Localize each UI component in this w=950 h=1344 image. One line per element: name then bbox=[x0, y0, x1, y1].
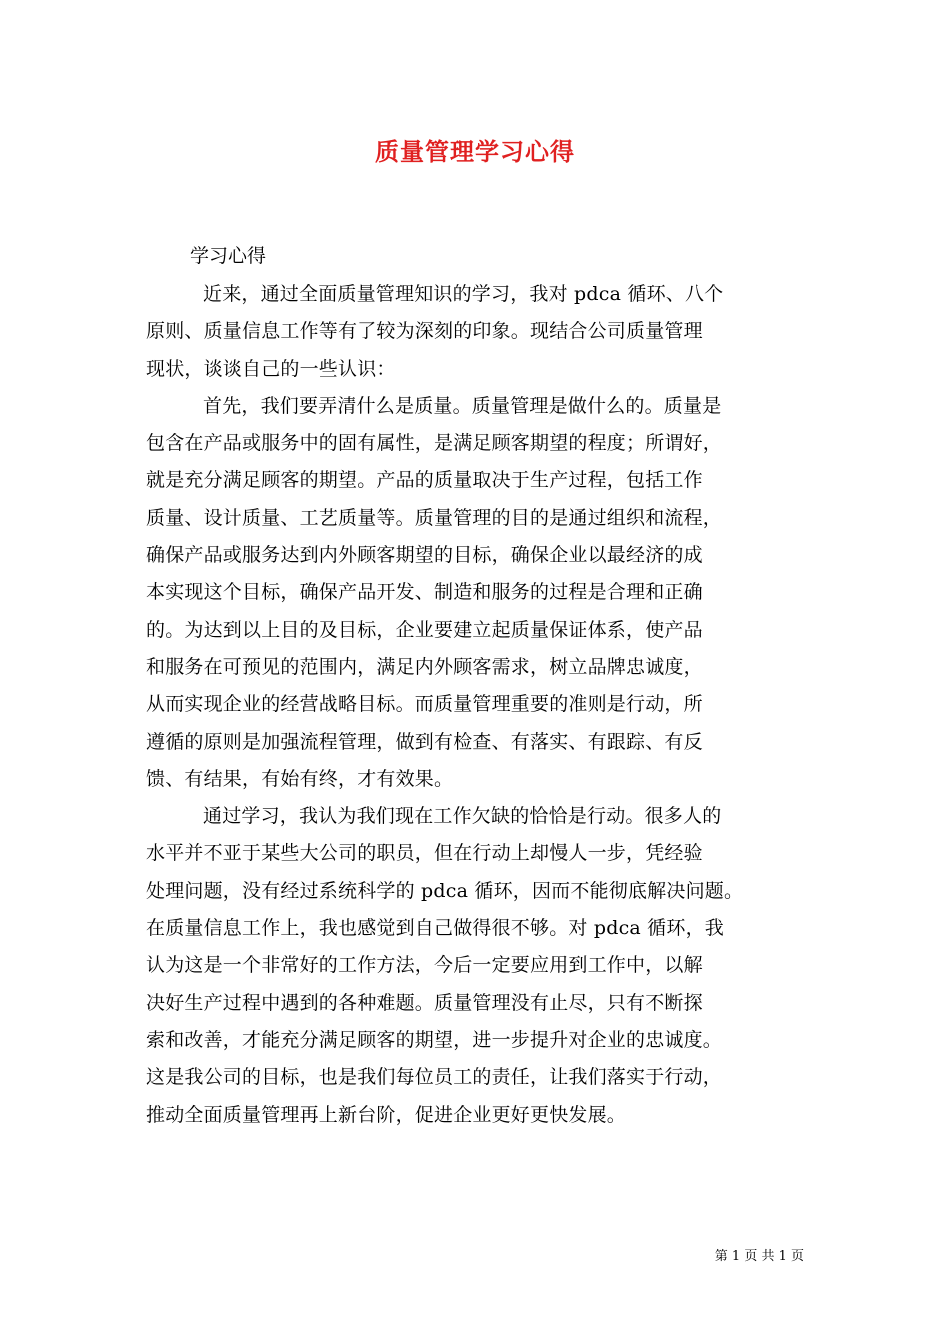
page-number: 第 1 页 共 1 页 bbox=[714, 1249, 804, 1264]
text-line: 质量、设计质量、工艺质量等。质量管理的目的是通过组织和流程， bbox=[146, 506, 723, 529]
text-line: 和服务在可预见的范围内，满足内外顾客需求，树立品牌忠诚度， bbox=[146, 655, 703, 678]
text-line: 包含在产品或服务中的固有属性，是满足顾客期望的程度；所谓好， bbox=[146, 432, 723, 455]
text-line: 这是我公司的目标，也是我们每位员工的责任，让我们落实于行动， bbox=[146, 1066, 723, 1089]
text-line: 的。为达到以上目的及目标，企业要建立起质量保证体系，使产品 bbox=[146, 618, 703, 641]
text-line: 推动全面质量管理再上新台阶，促进企业更好更快发展。 bbox=[146, 1103, 627, 1126]
body-text bbox=[146, 276, 822, 1134]
text-line: 在质量信息工作上，我也感觉到自己做得很不够。对 pdca 循环，我 bbox=[146, 917, 724, 940]
page-title: 质量管理学习心得 bbox=[375, 137, 575, 166]
text-line: 决好生产过程中遇到的各种难题。质量管理没有止尽，只有不断探 bbox=[146, 991, 703, 1014]
text-line: 原则、质量信息工作等有了较为深刻的印象。现结合公司质量管理 bbox=[146, 320, 703, 343]
paragraph-3 bbox=[146, 798, 822, 1134]
text-line: 近来，通过全面质量管理知识的学习，我对 pdca 循环、八个 bbox=[203, 283, 724, 305]
paragraph-2 bbox=[146, 388, 822, 798]
text-line: 首先，我们要弄清什么是质量。质量管理是做什么的。质量是 bbox=[203, 394, 722, 417]
text-line: 通过学习，我认为我们现在工作欠缺的恰恰是行动。很多人的 bbox=[203, 805, 722, 828]
text-line: 就是充分满足顾客的期望。产品的质量取决于生产过程，包括工作 bbox=[146, 469, 703, 492]
text-line: 水平并不亚于某些大公司的职员，但在行动上却慢人一步，凭经验 bbox=[146, 842, 703, 865]
text-line: 遵循的原则是加强流程管理，做到有检查、有落实、有跟踪、有反 bbox=[146, 730, 703, 753]
paragraph-1 bbox=[146, 276, 822, 388]
section-heading: 学习心得 bbox=[190, 245, 267, 267]
text-line: 本实现这个目标，确保产品开发、制造和服务的过程是合理和正确 bbox=[146, 581, 703, 604]
text-line: 确保产品或服务达到内外顾客期望的目标，确保企业以最经济的成 bbox=[146, 544, 703, 567]
text-line: 馈、有结果，有始有终，才有效果。 bbox=[146, 767, 454, 790]
text-line: 处理问题，没有经过系统科学的 pdca 循环，因而不能彻底解决问题。 bbox=[146, 879, 744, 902]
text-line: 索和改善，才能充分满足顾客的期望，进一步提升对企业的忠诚度。 bbox=[146, 1028, 723, 1051]
text-line: 认为这是一个非常好的工作方法，今后一定要应用到工作中，以解 bbox=[146, 954, 703, 977]
text-line: 现状，谈谈自己的一些认识： bbox=[146, 357, 396, 380]
text-line: 从而实现企业的经营战略目标。而质量管理重要的准则是行动，所 bbox=[146, 693, 703, 716]
